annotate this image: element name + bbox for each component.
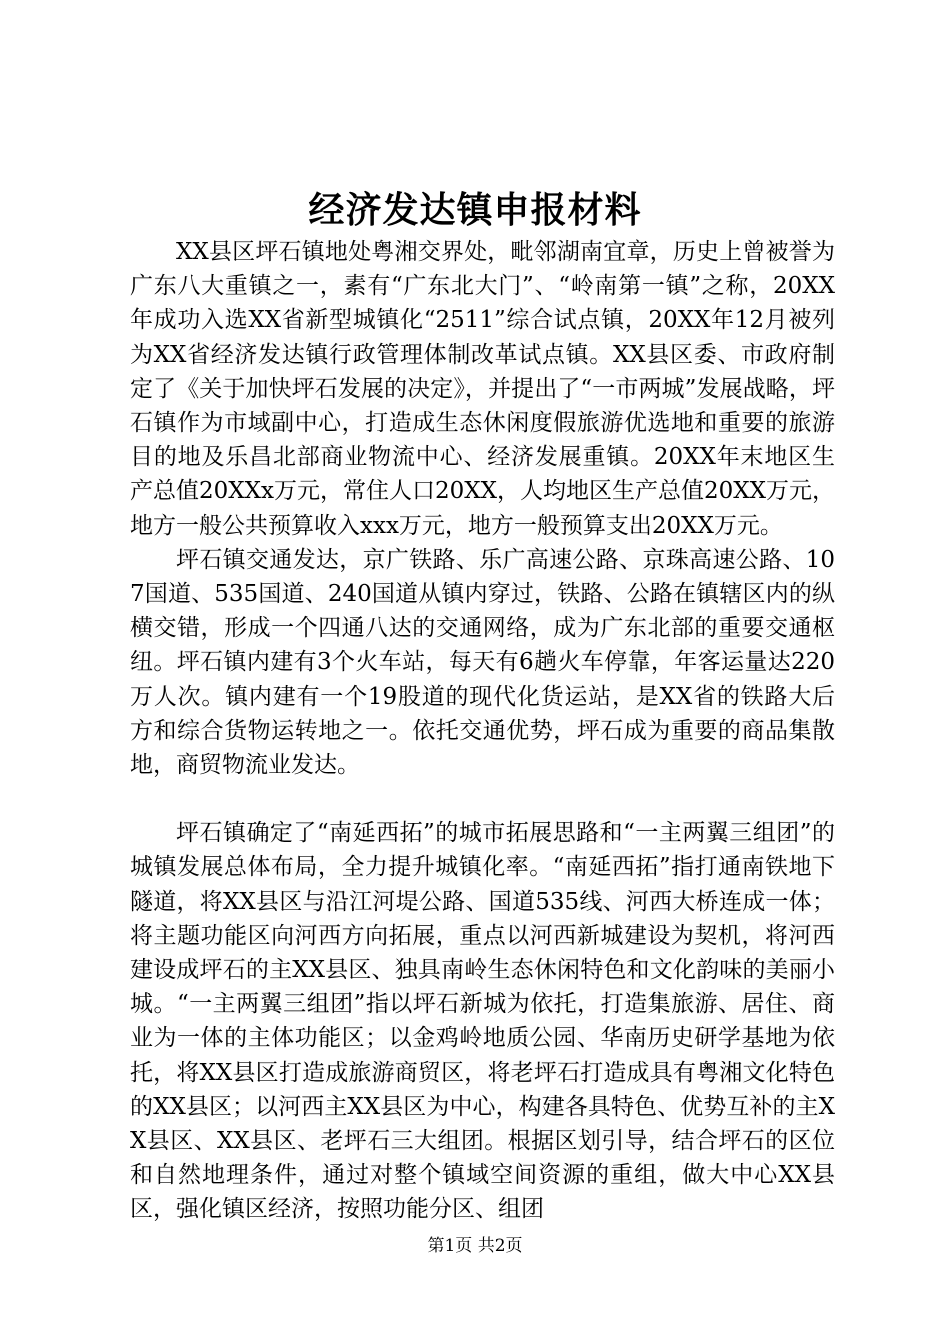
paragraph-transport: 坪石镇交通发达，京广铁路、乐广高速公路、京珠高速公路、107国道、535国道、240国道从镇内穿过，铁路、公路在镇辖区内的纵横交错，形成一个四通八达的交通网络，成为广东北部的重要交通枢纽。坪石镇内建有3个火车站，每天有6趟火车停靠，年客运量达220万人次。镇内建有一个19股道的现代化货运站，是XX省的铁路大后方和综合货物运转地之一。依托交通优势，坪石成为重要的商品集散地，商贸物流业发达。 [130, 546, 835, 779]
document-title: 经济发达镇申报材料 [308, 189, 642, 231]
paragraph-overview: XX县区坪石镇地处粤湘交界处，毗邻湖南宜章，历史上曾被誉为广东八大重镇之一，素有“广东北大门”、“岭南第一镇”之称，20XX年成功入选XX省新型城镇化“2511”综合试点镇，20XX年12月被列为XX省经济发达镇行政管理体制改革试点镇。XX县区委、市政府制定了《关于加快坪石发展的决定》，并提出了“一市两城”发展战略，坪石镇作为市域副中心，打造成生态休闲度假旅游优选地和重要的旅游目的地及乐昌北部商业物流中心、经济发展重镇。20XX年末地区生产总值20XXx万元，常住人口20XX，人均地区生产总值20XX万元，地方一般公共预算收入xxx万元，地方一般预算支出20XX万元。 [130, 239, 836, 539]
document-body [130, 235, 835, 1227]
page-footer: 第1页 共2页 [427, 1236, 523, 1256]
paragraph-urban-layout: 坪石镇确定了“南延西拓”的城市拓展思路和“一主两翼三组团”的城镇发展总体布局，全力提升城镇化率。“南延西拓”指打通南铁地下隧道，将XX县区与沿江河堤公路、国道535线、河西大桥连成一体；将主题功能区向河西方向拓展，重点以河西新城建设为契机，将河西建设成坪石的主XX县区、独具南岭生态休闲特色和文化韵味的美丽小城。“一主两翼三组团”指以坪石新城为依托，打造集旅游、居住、商业为一体的主体功能区；以金鸡岭地质公园、华南历史研学基地为依托，将XX县区打造成旅游商贸区，将老坪石打造成具有粤湘文化特色的XX县区；以河西主XX县区为中心，构建各具特色、优势互补的主XX县区、XX县区、老坪石三大组团。根据区划引导，结合坪石的区位和自然地理条件，通过对整个镇域空间资源的重组，做大中心XX县区，强化镇区经济，按照功能分区、组团 [130, 820, 835, 1223]
